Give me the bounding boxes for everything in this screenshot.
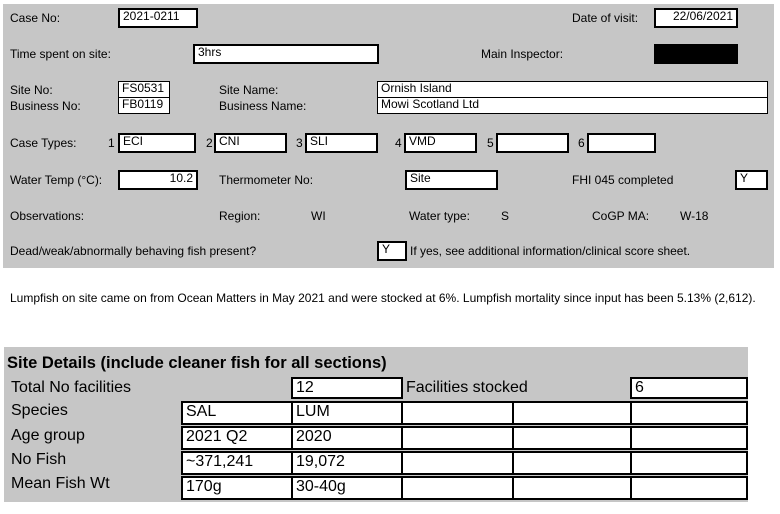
site-name-field[interactable]: Ornish Island (377, 81, 768, 98)
case-type-4-field[interactable]: VMD (404, 133, 477, 153)
age-group-value-1[interactable]: 2021 Q2 (181, 426, 293, 450)
dead-fish-field[interactable]: Y (377, 241, 407, 261)
species-value-4[interactable] (512, 401, 632, 425)
mean-fish-wt-value-1[interactable]: 170g (181, 476, 293, 500)
case-type-5-num: 5 (487, 136, 494, 150)
no-fish-value-3[interactable] (401, 451, 514, 475)
time-label: Time spent on site: (10, 47, 111, 61)
case-type-1-num: 1 (108, 136, 115, 150)
region-value: WI (311, 209, 326, 223)
case-type-6-num: 6 (578, 136, 585, 150)
business-name-label: Business Name: (219, 99, 307, 113)
species-value-1[interactable]: SAL (181, 401, 293, 425)
age-group-value-5[interactable] (630, 426, 748, 450)
cogp-value: W-18 (680, 209, 709, 223)
species-label: Species (11, 402, 68, 419)
case-type-4-num: 4 (395, 136, 402, 150)
case-no-field[interactable]: 2021-0211 (118, 8, 198, 28)
no-fish-value-4[interactable] (512, 451, 632, 475)
lumpfish-note: Lumpfish on site came on from Ocean Matters in May 2021 and were stocked at 6%. Lumpfish mortality since input has been 5.13% (2,612). (10, 291, 756, 305)
business-no-field[interactable]: FB0119 (118, 97, 170, 114)
thermometer-label: Thermometer No: (219, 173, 314, 187)
site-name-label: Site Name: (219, 83, 279, 97)
mean-fish-wt-value-4[interactable] (512, 476, 632, 500)
business-no-label: Business No: (10, 99, 81, 113)
mean-fish-wt-value-5[interactable] (630, 476, 748, 500)
case-type-5-field[interactable] (496, 133, 569, 153)
case-type-3-field[interactable]: SLI (305, 133, 378, 153)
age-group-value-4[interactable] (512, 426, 632, 450)
species-value-2[interactable]: LUM (291, 401, 403, 425)
time-field[interactable]: 3hrs (193, 44, 379, 64)
no-fish-label: No Fish (11, 451, 67, 468)
mean-fish-wt-value-3[interactable] (401, 476, 514, 500)
no-fish-value-5[interactable] (630, 451, 748, 475)
water-type-label: Water type: (409, 209, 470, 223)
age-group-label: Age group (11, 427, 85, 444)
fhi-label: FHI 045 completed (572, 173, 674, 187)
water-temp-label: Water Temp (°C): (10, 173, 103, 187)
facilities-stocked-value[interactable]: 6 (630, 377, 748, 399)
total-facilities-label: Total No facilities (11, 379, 132, 396)
site-no-field[interactable]: FS0531 (118, 81, 170, 98)
case-type-1-field[interactable]: ECI (118, 133, 196, 153)
water-temp-field[interactable]: 10.2 (118, 170, 198, 190)
business-name-field[interactable]: Mowi Scotland Ltd (377, 97, 768, 114)
region-label: Region: (219, 209, 261, 223)
dead-fish-label: Dead/weak/abnormally behaving fish present? (10, 244, 257, 258)
date-field[interactable]: 22/06/2021 (654, 8, 738, 28)
facilities-stocked-label: Facilities stocked (406, 379, 528, 396)
cogp-label: CoGP MA: (592, 209, 650, 223)
species-value-3[interactable] (401, 401, 514, 425)
fhi-field[interactable]: Y (735, 170, 768, 190)
inspector-label: Main Inspector: (481, 47, 564, 61)
case-types-label: Case Types: (10, 136, 77, 150)
date-label: Date of visit: (572, 11, 639, 25)
dead-fish-note: If yes, see additional information/clinical score sheet. (410, 244, 691, 258)
mean-fish-wt-value-2[interactable]: 30-40g (291, 476, 403, 500)
case-type-2-num: 2 (206, 136, 213, 150)
site-details-title: Site Details (include cleaner fish for all sections) (7, 354, 387, 372)
observations-label: Observations: (10, 209, 85, 223)
mean-fish-wt-label: Mean Fish Wt (11, 475, 110, 492)
no-fish-value-1[interactable]: ~371,241 (181, 451, 293, 475)
case-type-6-field[interactable] (587, 133, 656, 153)
no-fish-value-2[interactable]: 19,072 (291, 451, 403, 475)
age-group-value-2[interactable]: 2020 (291, 426, 403, 450)
species-value-5[interactable] (630, 401, 748, 425)
case-type-2-field[interactable]: CNI (214, 133, 287, 153)
inspector-redacted-field (654, 44, 738, 64)
thermometer-field[interactable]: Site (405, 170, 498, 190)
age-group-value-3[interactable] (401, 426, 514, 450)
site-no-label: Site No: (10, 83, 53, 97)
case-no-label: Case No: (10, 11, 61, 25)
case-type-3-num: 3 (296, 136, 303, 150)
water-type-value: S (501, 209, 510, 223)
total-facilities-value[interactable]: 12 (291, 377, 403, 399)
